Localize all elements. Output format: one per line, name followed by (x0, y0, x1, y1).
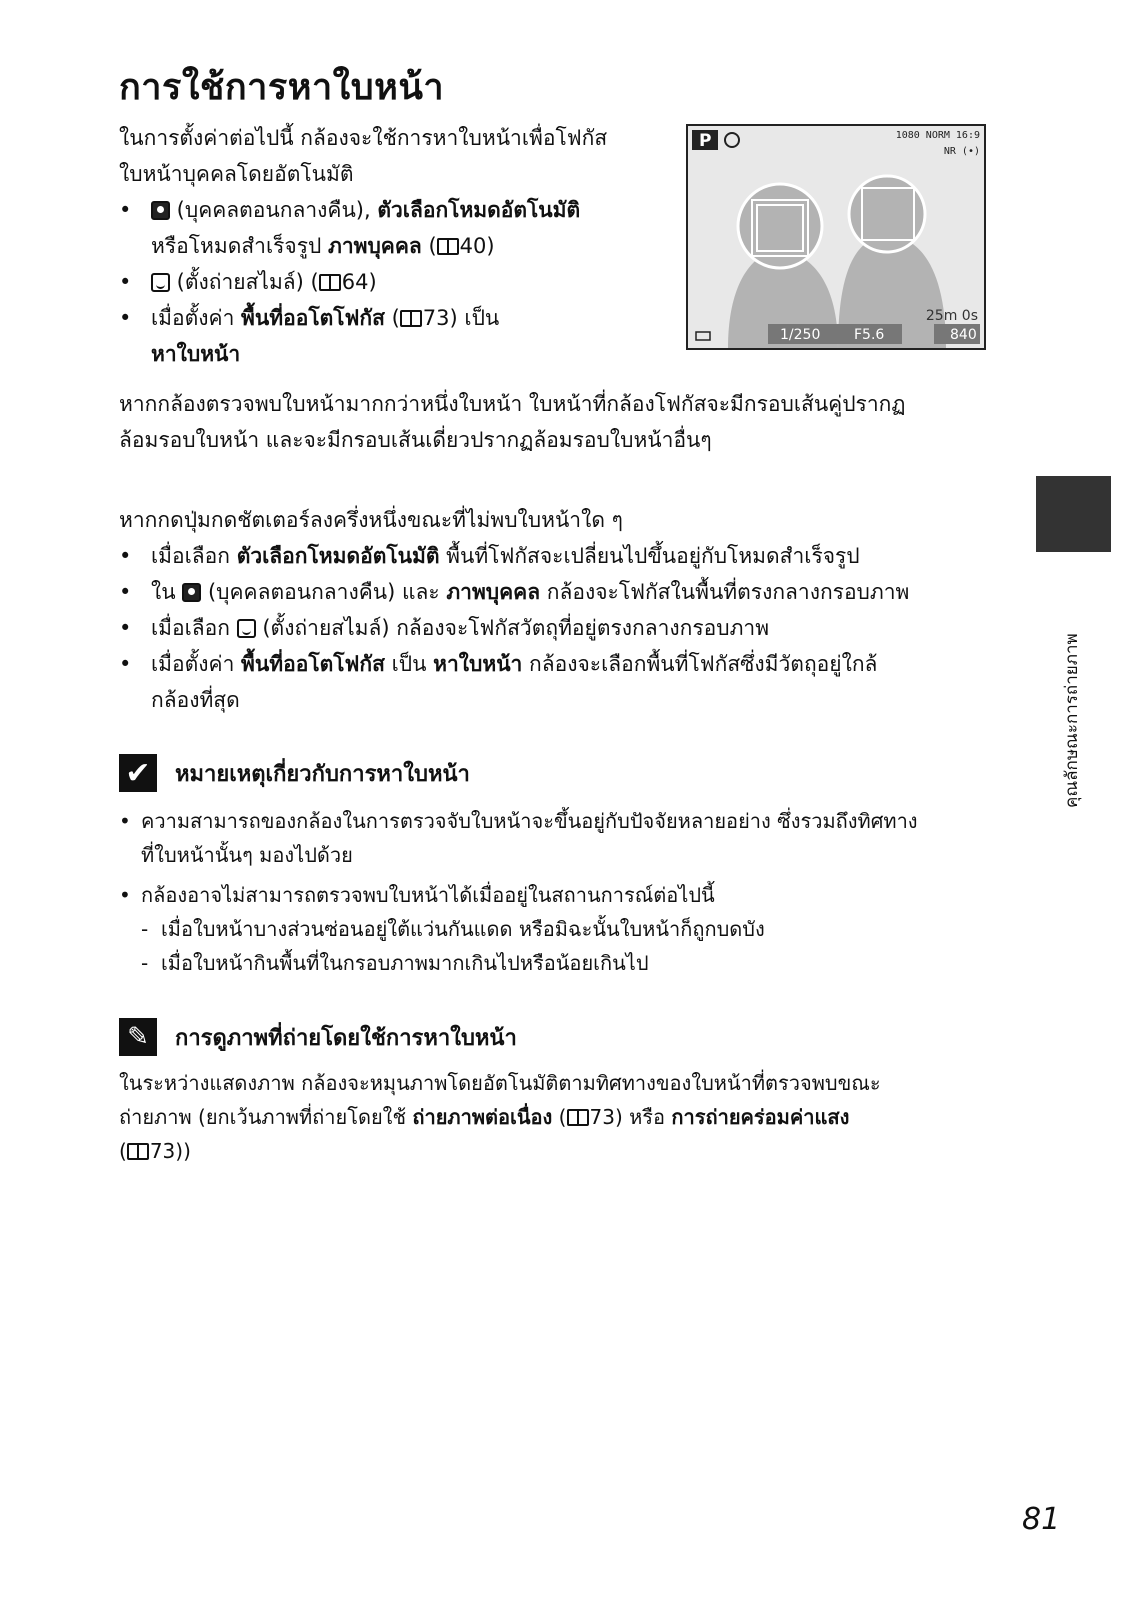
list-subitem: - เมื่อใบหน้าบางส่วนซ่อนอยู่ใต้แว่นกันแดด หรือมิฉะนั้นใบหน้าก็ถูกบดบัง (141, 917, 765, 941)
list-item: • เมื่อเลือก (ตั้งถ่ายสไมล์) กล้องจะโฟกัสวัตถุที่อยู่ตรงกลางกรอบภาพ (119, 610, 1019, 646)
book-reference-icon (567, 1109, 589, 1126)
chapter-tab (1036, 476, 1111, 552)
book-reference-icon (437, 238, 459, 255)
list-item: • ใน (บุคคลตอนกลางคืน) และ ภาพบุคคล กล้องจะโฟกัสในพื้นที่ตรงกลางกรอบภาพ (119, 574, 1019, 610)
list-item: • ความสามารถของกล้องในการตรวจจับใบหน้าจะขึ้นอยู่กับปัจจัยหลายอย่าง ซึ่งรวมถึงทิศทาง ที่ใบหน้านั้นๆ มองไปด้วย (119, 804, 1019, 872)
shooting-mode: P (699, 131, 712, 151)
page-number: 81 (1022, 1502, 1061, 1537)
settings-list (119, 192, 679, 372)
note-body (119, 804, 1019, 980)
book-reference-icon (319, 274, 341, 291)
night-portrait-icon (151, 201, 170, 220)
book-reference-icon (127, 1143, 149, 1160)
intro-text: ในการตั้งค่าต่อไปนี้ กล้องจะใช้การหาใบหน้าเพื่อโฟกัส ใบหน้าบุคคลโดยอัตโนมัติ (119, 126, 608, 186)
remaining-time: 25m 0s (925, 308, 978, 324)
smile-timer-icon (237, 619, 256, 638)
camera-screen-illustration (686, 124, 986, 350)
exposures-remaining: 840 (950, 327, 977, 343)
list-item: • (ตั้งถ่ายสไมล์) ( 64) (119, 264, 679, 300)
note-heading: ✔ หมายเหตุเกี่ยวกับการหาใบหน้า (119, 754, 470, 792)
aperture-value: F5.6 (854, 327, 885, 343)
list-item: • เมื่อตั้งค่า พื้นที่ออโตโฟกัส ( 73) เป็น หาใบหน้า (119, 300, 679, 372)
pencil-note-icon: ✎ (119, 1018, 157, 1056)
list-item: • เมื่อตั้งค่า พื้นที่ออโตโฟกัส เป็น หาใบหน้า กล้องจะเลือกพื้นที่โฟกัสซึ่งมีวัตถุอยู่ใกล้ กล้องที่สุด (119, 646, 1019, 718)
note-heading: ✎ การดูภาพที่ถ่ายโดยใช้การหาใบหน้า (119, 1018, 517, 1056)
video-quality-indicator: 1080 NORM 16:9 (895, 130, 980, 141)
book-reference-icon (400, 310, 422, 327)
list-item: • กล้องอาจไม่สามารถตรวจพบใบหน้าได้เมื่ออยู่ในสถานการณ์ต่อไปนี้ (119, 878, 1019, 912)
shutter-speed: 1/250 (780, 327, 821, 343)
noise-reduction-indicator: NR (•) (943, 146, 980, 157)
page-title: การใช้การหาใบหน้า (119, 67, 445, 108)
list-item: • เมื่อเลือก ตัวเลือกโหมดอัตโนมัติ พื้นที่โฟกัสจะเปลี่ยนไปขึ้นอยู่กับโหมดสำเร็จรูป (119, 538, 1019, 574)
checkmark-note-icon: ✔ (119, 754, 157, 792)
smile-timer-icon (151, 273, 170, 292)
list-item: • (บุคคลตอนกลางคืน), ตัวเลือกโหมดอัตโนมัติ หรือโหมดสำเร็จรูป ภาพบุคคล ( 40) (119, 192, 679, 264)
list-subitem: - เมื่อใบหน้ากินพื้นที่ในกรอบภาพมากเกินไปหรือน้อยเกินไป (141, 951, 649, 975)
note-body: ในระหว่างแสดงภาพ กล้องจะหมุนภาพโดยอัตโนมัติตามทิศทางของใบหน้าที่ตรวจพบขณะ ถ่ายภาพ (ยกเว้นภาพที่ถ่ายโดยใช้ ถ่ายภาพต่อเนื่อง ( 73) หรือ การถ่ายคร่อมค่าแสง ( 73)) (119, 1071, 881, 1163)
chapter-side-label: คุณลักษณะการถ่ายภาพ (1062, 633, 1082, 808)
paragraph-multiple-faces: หากกล้องตรวจพบใบหน้ามากกว่าหนึ่งใบหน้า ใบหน้าที่กล้องโฟกัสจะมีกรอบเส้นคู่ปรากฏ ล้อมรอบใบหน้า และจะมีกรอบเส้นเดี่ยวปรากฏล้อมรอบใบหน้าอื่นๆ (119, 392, 906, 452)
night-portrait-icon (182, 583, 201, 602)
paragraph-no-face: หากกดปุ่มกดชัตเตอร์ลงครึ่งหนึ่งขณะที่ไม่พบใบหน้าใด ๆ • เมื่อเลือก ตัวเลือกโหมดอัตโนมัติ พื้นที่โฟกัสจะเปลี่ยนไปขึ้นอยู่กับโหมดสำเร็จรูป • ใน (บุคคลตอนกลางคืน) และ ภาพบุคคล กล้องจะโฟกัสในพื้นที่ตรงกลางกรอบภาพ • เมื่อเลือก (ตั้งถ่ายสไมล์) กล้องจะโฟกัสวัตถุที่อยู่ตรงกลางกรอบภาพ • เมื่อตั้งค่า พื้นที่ออโตโฟกัส เป็น หาใบหน้า กล้องจะเลือกพื้นที่โฟกัสซึ่งมีวัตถุอยู่ใกล้ กล้องที่สุด (119, 502, 1019, 718)
